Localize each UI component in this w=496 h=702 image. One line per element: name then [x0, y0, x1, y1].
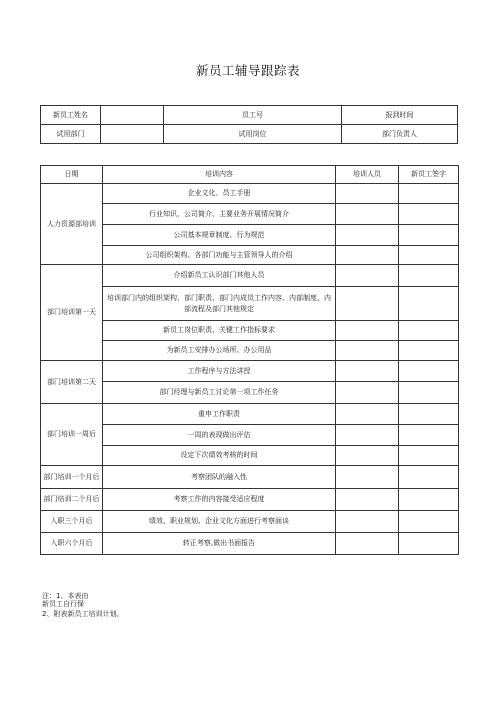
- trial-position-label: 试用岗位: [164, 125, 342, 144]
- table-row: [41, 489, 459, 511]
- dept-head-label: 部门负责人: [342, 125, 458, 144]
- trainer-cell[interactable]: [336, 341, 399, 361]
- training-table: [40, 165, 459, 555]
- table-row: [41, 225, 459, 246]
- signature-cell[interactable]: [399, 425, 459, 446]
- header-date: 日期: [41, 166, 103, 184]
- training-date-cell: 部门培训一个月后: [41, 466, 103, 489]
- signature-cell[interactable]: [399, 265, 459, 287]
- table-row: [41, 287, 459, 321]
- training-content-cell: 重申工作职责: [103, 404, 336, 425]
- table-row: [41, 382, 459, 404]
- trainer-cell[interactable]: [336, 225, 399, 246]
- table-row: [41, 204, 459, 225]
- trainer-cell[interactable]: [336, 184, 399, 204]
- table-row: [41, 184, 459, 204]
- signature-cell[interactable]: [399, 225, 459, 246]
- signature-cell[interactable]: [399, 361, 459, 382]
- table-row: [41, 466, 459, 489]
- table-row: [41, 246, 459, 265]
- signature-cell[interactable]: [399, 246, 459, 265]
- table-row: [41, 425, 459, 446]
- name-label: 新员工姓名: [41, 106, 101, 125]
- signature-cell[interactable]: [399, 204, 459, 225]
- trainer-cell[interactable]: [336, 446, 399, 466]
- training-date-cell: 部门培训第二天: [41, 361, 103, 404]
- signature-cell[interactable]: [399, 321, 459, 341]
- trainer-cell[interactable]: [336, 489, 399, 511]
- signature-cell[interactable]: [399, 466, 459, 489]
- table-row: [41, 341, 459, 361]
- training-content-cell: 公司基本规章制度、行为规范: [103, 225, 336, 246]
- training-content-cell: 转正考察,做出书面报告: [103, 533, 336, 555]
- trainer-cell[interactable]: [336, 425, 399, 446]
- trainer-cell[interactable]: [336, 287, 399, 321]
- employee-info-table: [40, 105, 458, 144]
- trainer-cell[interactable]: [336, 466, 399, 489]
- training-content-cell: 部门经理与新员工讨论第一项工作任务: [103, 382, 336, 404]
- trial-dept-value-cell[interactable]: [101, 125, 164, 144]
- signature-cell[interactable]: [399, 404, 459, 425]
- trainer-cell[interactable]: [336, 361, 399, 382]
- page-title: 新员工辅导跟踪表: [195, 63, 300, 78]
- header-sign: 新员工签字: [399, 166, 459, 184]
- signature-cell[interactable]: [399, 184, 459, 204]
- training-content-cell: 企业文化、员工手册: [103, 184, 336, 204]
- signature-cell[interactable]: [399, 511, 459, 533]
- employee-id-label: 员工号: [164, 106, 342, 125]
- training-content-cell: 考察团队的融入性: [103, 466, 336, 489]
- trainer-cell[interactable]: [336, 246, 399, 265]
- training-content-cell: 行业知识、公司简介、主要业务开展情况简介: [103, 204, 336, 225]
- signature-cell[interactable]: [399, 489, 459, 511]
- training-content-cell: 介绍新员工认识部门其他人员: [103, 265, 336, 287]
- signature-cell[interactable]: [399, 382, 459, 404]
- signature-cell[interactable]: [399, 446, 459, 466]
- training-date-cell: 入职六个月后: [41, 533, 103, 555]
- training-content-cell: 工作程序与方法讲授: [103, 361, 336, 382]
- table-row: [41, 265, 459, 287]
- note-line-3: 2、附表新员工培训计划。: [42, 610, 124, 618]
- report-time-label: 报到时间: [342, 106, 458, 125]
- trainer-cell[interactable]: [336, 404, 399, 425]
- trainer-cell[interactable]: [336, 382, 399, 404]
- training-date-cell: 部门培训第一天: [41, 265, 103, 361]
- signature-cell[interactable]: [399, 287, 459, 321]
- training-content-cell: 一周的表现做出评估: [103, 425, 336, 446]
- training-date-cell: 入职三个月后: [41, 511, 103, 533]
- header-trainer: 培训人员: [336, 166, 399, 184]
- table-row: [41, 321, 459, 341]
- header-content: 培训内容: [103, 166, 336, 184]
- table-row: [41, 361, 459, 382]
- table-row: [41, 533, 459, 555]
- training-date-cell: 部门培训一周后: [41, 404, 103, 466]
- training-content-cell: 培训部门内的组织架构、部门职责、部门内成员工作内容、内部制度、内部流程及部门其他规定: [103, 287, 336, 321]
- trainer-cell[interactable]: [336, 321, 399, 341]
- training-content-cell: 设定下次绩效考核的时间: [103, 446, 336, 466]
- note-line-2: 新员工自行保: [42, 600, 84, 608]
- training-date-cell: 人力资源部培训: [41, 184, 103, 265]
- training-content-cell: 公司组织架构、各部门功能与主管领导人的介绍: [103, 246, 336, 265]
- signature-cell[interactable]: [399, 533, 459, 555]
- training-content-cell: 绩效、职业规划、企业文化方面进行考察面谈: [103, 511, 336, 533]
- note-line-1: 注：1、本表由: [42, 592, 89, 600]
- signature-cell[interactable]: [399, 341, 459, 361]
- trainer-cell[interactable]: [336, 265, 399, 287]
- trainer-cell[interactable]: [336, 533, 399, 555]
- training-content-cell: 为新员工安排办公场所、办公用品: [103, 341, 336, 361]
- name-value-cell[interactable]: [101, 106, 164, 125]
- footnotes: [42, 592, 342, 618]
- table-row: [41, 404, 459, 425]
- trainer-cell[interactable]: [336, 511, 399, 533]
- table-row: [41, 446, 459, 466]
- trial-dept-label: 试用部门: [41, 125, 101, 144]
- training-date-cell: 部门培训二个月后: [41, 489, 103, 511]
- table-row: [41, 511, 459, 533]
- training-content-cell: 考察工作的内容接受适应程度: [103, 489, 336, 511]
- trainer-cell[interactable]: [336, 204, 399, 225]
- training-content-cell: 新员工岗位职责、关键工作指标要求: [103, 321, 336, 341]
